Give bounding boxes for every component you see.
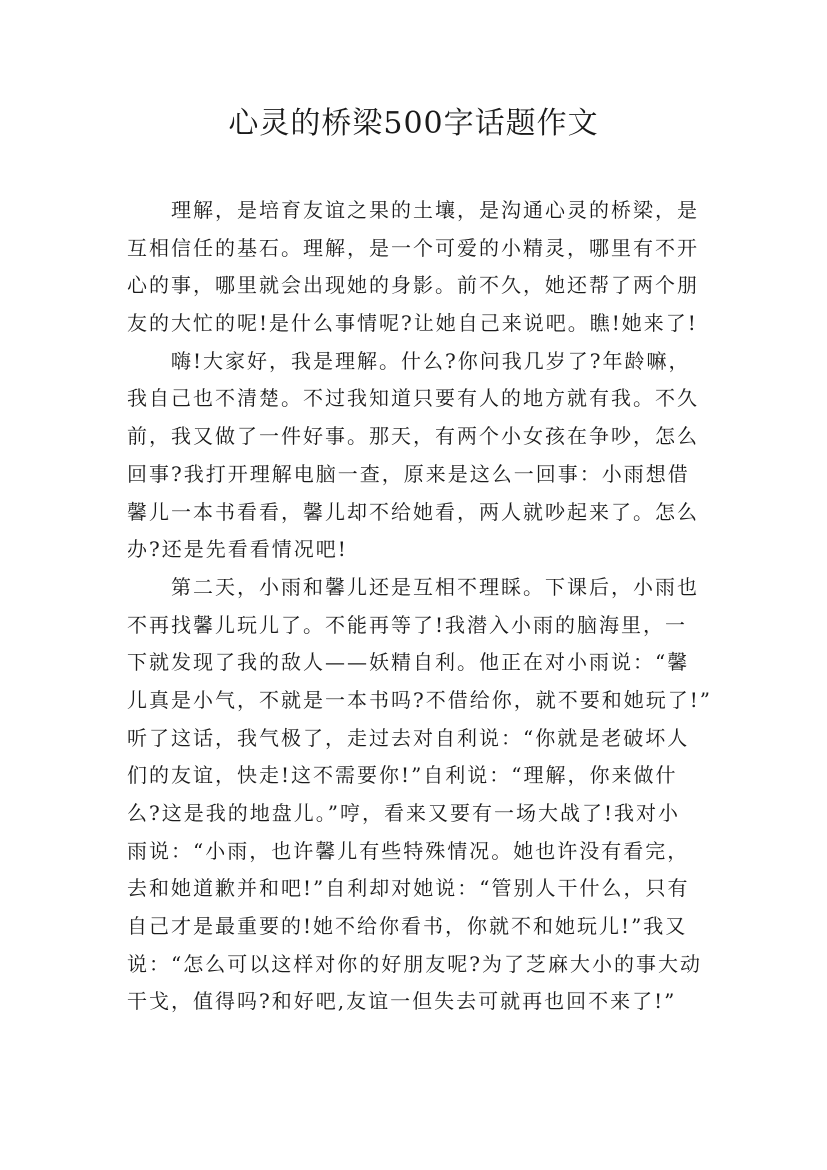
paragraph-line: 理解，是培育友谊之果的土壤，是沟通心灵的桥梁，是 [171,198,699,222]
paragraph-line: 自己才是最重要的!她不给你看书，你就不和她玩儿!”我又 [127,914,688,939]
document-title: 心灵的桥梁500字话题作文 [228,106,599,141]
paragraph-line: 嗨!大家好，我是理解。什么?你问我几岁了?年龄嘛， [171,348,691,373]
paragraph-line: 说：“怎么可以这样对你的好朋友呢?为了芝麻大小的事大动 [127,951,702,976]
paragraph-line: 前，我又做了一件好事。那天，有两个小女孩在争吵，怎么 [127,424,699,449]
paragraph-1 [127,192,707,343]
paragraph-line: 友的大忙的呢!是什么事情呢?让她自己来说吧。瞧!她来了! [127,311,698,336]
paragraph-line: 不再找馨儿玩儿了。不能再等了!我潜入小雨的脑海里，一 [127,612,688,637]
paragraph-line: 去和她道歉并和吧!”自利却对她说：“管别人干什么，只有 [127,876,690,901]
paragraph-line: 办?还是先看看情况吧! [127,537,348,562]
paragraph-2 [127,343,707,569]
document-body [127,192,712,1021]
paragraph-line: 馨儿一本书看看，馨儿却不给她看，两人就吵起来了。怎么 [127,499,699,524]
paragraph-line: 我自己也不清楚。不过我知道只要有人的地方就有我。不久 [127,386,699,411]
paragraph-line: 互相信任的基石。理解，是一个可爱的小精灵，哪里有不开 [127,235,699,260]
paragraph-line: 听了这话，我气极了，走过去对自利说：“你就是老破坏人 [127,725,690,750]
paragraph-line: 们的友谊，快走!这不需要你!”自利说：“理解，你来做什 [127,763,678,788]
paragraph-line: 么?这是我的地盘儿。”哼，看来又要有一场大战了!我对小 [127,801,680,825]
paragraph-line: 心的事，哪里就会出现她的身影。前不久，她还帮了两个朋 [127,273,699,298]
paragraph-line: 下就发现了我的敌人——妖精自利。他正在对小雨说：“馨 [127,650,690,675]
paragraph-line: 雨说：“小雨，也许馨儿有些特殊情况。她也许没有看完， [127,838,690,863]
paragraph-line: 第二天，小雨和馨儿还是互相不理睬。下课后，小雨也 [171,574,699,599]
paragraph-line: 回事?我打开理解电脑一查，原来是这么一回事：小雨想借 [127,461,690,486]
paragraph-line: 儿真是小气，不就是一本书吗?不借给你，就不要和她玩了!” [127,687,712,712]
paragraph-3 [127,569,712,1021]
paragraph-line: 干戈，值得吗?和好吧,友谊一但失去可就再也回不来了!” [127,989,677,1014]
